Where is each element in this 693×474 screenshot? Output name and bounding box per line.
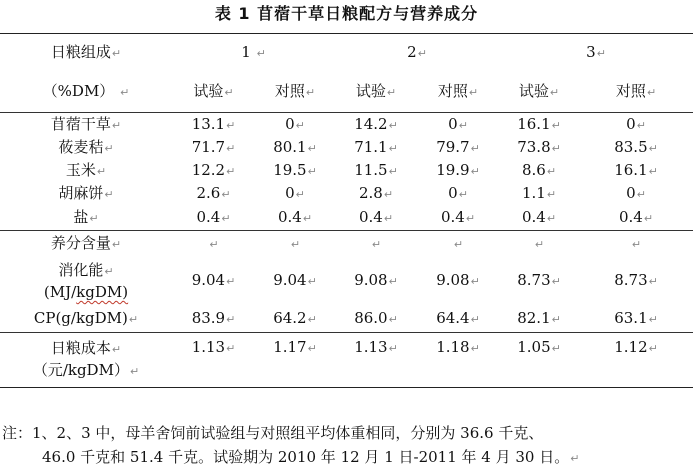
table-cell: 0.4↵ bbox=[521, 207, 557, 226]
control-header: 对照↵ bbox=[615, 82, 657, 100]
ingredient-name: 胡麻饼↵ bbox=[58, 183, 114, 202]
empty-cell: ↵ bbox=[255, 231, 335, 257]
table-cell: 71.7↵ bbox=[191, 137, 236, 156]
table-footnote bbox=[2, 421, 692, 471]
ingredient-name: 苜蓿干草↵ bbox=[0, 113, 172, 137]
table-cell: 1.13↵ bbox=[172, 333, 255, 388]
table-cell: 71.1↵ bbox=[354, 137, 398, 156]
table-cell: 14.2↵ bbox=[335, 113, 417, 137]
empty-cell: ↵ bbox=[172, 231, 255, 257]
table-cell: 0.4↵ bbox=[196, 207, 231, 226]
group-header-1: 1 ↵ bbox=[172, 34, 335, 73]
table-cell: 0.4↵ bbox=[619, 207, 654, 226]
nutrition-header-row bbox=[0, 231, 693, 257]
table-cell: 9.04↵ bbox=[191, 271, 236, 289]
cp-label: CP(g/kgDM)↵ bbox=[33, 309, 139, 327]
table-cell: 86.0↵ bbox=[354, 309, 398, 327]
table-cell: 9.04↵ bbox=[273, 271, 317, 289]
unit-header: （%DM） ↵ bbox=[42, 82, 130, 100]
table-cell: 0↵ bbox=[255, 113, 335, 137]
table-cell: 9.08↵ bbox=[354, 271, 398, 289]
table-cell: 0.4↵ bbox=[358, 207, 394, 226]
trial-header: 试验↵ bbox=[193, 82, 234, 100]
nutrition-label: 养分含量↵ bbox=[0, 231, 172, 257]
header-row-groups bbox=[0, 34, 693, 73]
ingredient-name: 莜麦秸↵ bbox=[58, 137, 114, 156]
table-cell: 73.8↵ bbox=[517, 137, 561, 156]
table-cell: 9.08↵ bbox=[436, 271, 480, 289]
cp-row bbox=[0, 306, 693, 333]
composition-header: 日粮组成↵ bbox=[0, 34, 172, 73]
table-cell: 83.9↵ bbox=[191, 309, 236, 327]
table-cell: 1.12↵ bbox=[579, 333, 693, 388]
table-row bbox=[0, 136, 693, 159]
table-cell: 0↵ bbox=[417, 113, 499, 137]
table-cell: 0↵ bbox=[448, 183, 468, 202]
energy-row bbox=[0, 256, 693, 306]
table-cell: 19.9↵ bbox=[436, 160, 480, 179]
table-cell: 80.1↵ bbox=[273, 137, 317, 156]
cost-row bbox=[0, 333, 693, 388]
table-cell: 2.6↵ bbox=[196, 183, 231, 202]
table-cell: 64.4↵ bbox=[436, 309, 480, 327]
table-cell: 16.1↵ bbox=[499, 113, 579, 137]
footnote-line-1: 注：1、2、3 中，母羊舍饲前试验组与对照组平均体重相同，分别为 36.6 千克、 bbox=[2, 424, 544, 442]
ingredient-name: 玉米↵ bbox=[65, 160, 107, 179]
table-cell: 16.1↵ bbox=[614, 160, 658, 179]
group-header-2: 2↵ bbox=[335, 34, 499, 73]
table-cell: 8.6↵ bbox=[521, 160, 557, 179]
table-cell: 12.2↵ bbox=[191, 160, 236, 179]
empty-cell: ↵ bbox=[335, 231, 417, 257]
ingredient-name: 盐↵ bbox=[73, 207, 99, 226]
table-cell: 8.73↵ bbox=[614, 271, 658, 289]
empty-cell: ↵ bbox=[417, 231, 499, 257]
table-cell: 1.1↵ bbox=[521, 183, 557, 202]
table-cell: 64.2↵ bbox=[273, 309, 317, 327]
table-cell: 0.4↵ bbox=[277, 207, 313, 226]
table-cell: 1.13↵ bbox=[335, 333, 417, 388]
table-cell: 8.73↵ bbox=[517, 271, 561, 289]
table-row bbox=[0, 113, 693, 137]
table-cell: 1.17↵ bbox=[255, 333, 335, 388]
table-cell: 1.05↵ bbox=[499, 333, 579, 388]
table-cell: 79.7↵ bbox=[436, 137, 480, 156]
table-cell: 0↵ bbox=[579, 113, 693, 137]
table-cell: 82.1↵ bbox=[517, 309, 561, 327]
table-row bbox=[0, 205, 693, 231]
group-header-3: 3↵ bbox=[499, 34, 693, 73]
table-cell: 2.8↵ bbox=[358, 183, 394, 202]
control-header: 对照↵ bbox=[274, 82, 316, 100]
trial-header: 试验↵ bbox=[355, 82, 397, 100]
empty-cell: ↵ bbox=[499, 231, 579, 257]
table-row bbox=[0, 182, 693, 205]
table-cell: 11.5↵ bbox=[354, 160, 398, 179]
footnote-line-2: 46.0 千克和 51.4 千克。试验期为 2010 年 12 月 1 日-2011 年 4 月 30 日。↵ bbox=[42, 448, 580, 466]
table-cell: 0↵ bbox=[285, 183, 305, 202]
control-header: 对照↵ bbox=[437, 82, 479, 100]
trial-header: 试验↵ bbox=[518, 82, 560, 100]
table-row bbox=[0, 159, 693, 182]
table-cell: 19.5↵ bbox=[273, 160, 317, 179]
cost-label: 日粮成本↵ （元/kgDM）↵ bbox=[0, 333, 172, 388]
table-cell: 13.1↵ bbox=[172, 113, 255, 137]
table-cell: 1.18↵ bbox=[417, 333, 499, 388]
table-cell: 83.5↵ bbox=[614, 137, 658, 156]
table-cell: 0.4↵ bbox=[440, 207, 476, 226]
table-title: 表 1 苜蓿干草日粮配方与营养成分 bbox=[214, 4, 479, 23]
table-cell: 63.1↵ bbox=[614, 309, 658, 327]
header-row-treatments bbox=[0, 72, 693, 113]
table-cell: 0↵ bbox=[626, 183, 646, 202]
diet-table bbox=[0, 33, 693, 388]
energy-label: 消化能↵ (MJ/kgDM) bbox=[43, 261, 129, 301]
empty-cell: ↵ bbox=[579, 231, 693, 257]
